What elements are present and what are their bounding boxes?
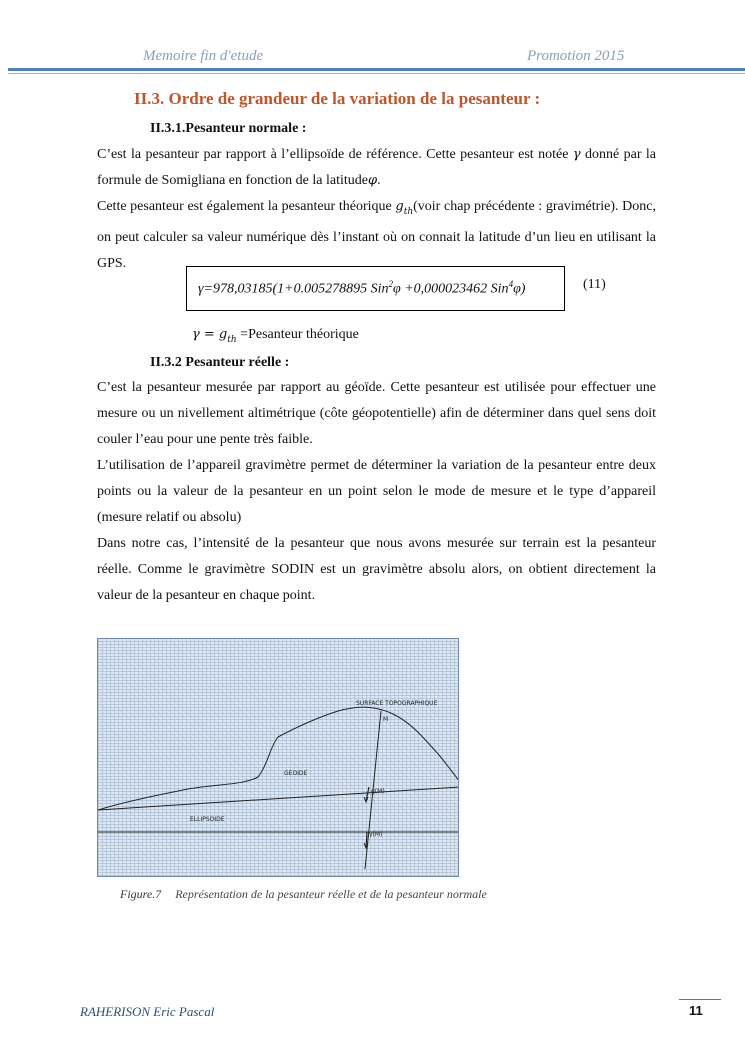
footer-author: RAHERISON Eric Pascal bbox=[80, 1004, 215, 1019]
figure-gravity-diagram bbox=[97, 638, 459, 877]
equation-number: (11) bbox=[583, 277, 606, 292]
g-real-label: g(M) bbox=[371, 788, 385, 795]
paragraph-reelle-1: C’est la pesanteur mesurée par rapport au géoïde. Cette pesanteur est utilisée pour effectuer une mesure ou un nivellement altimétrique (côte géopotentielle) afin de déterminer dans quel sens doit couler l’eau pour une pente très faible. bbox=[97, 380, 656, 447]
figure-caption bbox=[120, 887, 487, 902]
formula-part: φ) bbox=[513, 281, 526, 297]
topographic-surface-curve bbox=[98, 707, 459, 810]
caption-number: Figure.7 bbox=[120, 887, 162, 901]
text-segment: . bbox=[377, 173, 381, 188]
section-title: II.3. Ordre de grandeur de la variation de la pesanteur : bbox=[134, 89, 541, 108]
phi-symbol: φ bbox=[367, 173, 378, 188]
caption-text: Représentation de la pesanteur réelle et de la pesanteur normale bbox=[175, 887, 487, 901]
formula-exponent: 4 bbox=[508, 279, 514, 289]
geoid-label: GEOIDE bbox=[284, 770, 308, 777]
paragraph-reelle-3: Dans notre cas, l’intensité de la pesanteur que nous avons mesurée sur terrain est la pesanteur réelle. Comme le gravimètre SODIN est un gravimètre absolu alors, on obtient directement la valeur de la pesanteur en chaque point. bbox=[97, 536, 656, 603]
text-segment: C’est la pesanteur par rapport à l’ellipsoïde de référence. Cette pesanteur est notée bbox=[97, 147, 573, 162]
page-number: 11 bbox=[689, 1003, 703, 1018]
legend-lhs: γ = g bbox=[192, 327, 228, 342]
header-title-right: Promotion 2015 bbox=[527, 48, 625, 64]
formula-box bbox=[186, 266, 565, 311]
g-symbol: g bbox=[395, 199, 404, 214]
point-label: M bbox=[383, 716, 389, 723]
g-subscript: th bbox=[403, 206, 414, 217]
formula-exponent: 2 bbox=[388, 279, 393, 289]
surface-label: SURFACE TOPOGRAPHIQUE bbox=[356, 700, 438, 707]
text-segment: donné par la formule de Somigliana en fonction de la latitude bbox=[97, 147, 656, 188]
subsection-title-reelle: II.3.2 Pesanteur réelle : bbox=[150, 355, 290, 370]
ellipsoid-label: ELLIPSOIDE bbox=[190, 816, 225, 823]
geoid-line bbox=[98, 787, 459, 810]
subsection-title-normale: II.3.1.Pesanteur normale : bbox=[150, 121, 307, 136]
header-rule-thin bbox=[8, 73, 745, 74]
formula-part: γ=978,03185(1+0.005278895 Sin bbox=[198, 281, 389, 297]
header-rule bbox=[8, 68, 745, 71]
somigliana-formula bbox=[198, 279, 525, 298]
text-segment: (voir chap précédente : gravimétrie). Donc, on peut calculer sa valeur numérique dès l’instant où on connait la latitude d’un lieu en utilisant la GPS. bbox=[97, 199, 656, 271]
header-title-left: Memoire fin d'etude bbox=[143, 48, 264, 64]
paragraph-normale-1 bbox=[97, 142, 656, 194]
paragraph-normale-2 bbox=[97, 194, 656, 277]
gamma-definition bbox=[192, 327, 359, 345]
page-number-rule bbox=[679, 999, 721, 1000]
gravity-diagram bbox=[98, 639, 459, 877]
paragraph-reelle-2: L’utilisation de l’appareil gravimètre permet de déterminer la variation de la pesanteur entre deux points ou la valeur de la pesanteur en un point selon le mode de mesure et le type d’appareil (mesure relatif ou absolu) bbox=[97, 458, 656, 525]
gamma-symbol: γ bbox=[572, 147, 581, 162]
formula-part: φ +0,000023462 Sin bbox=[392, 281, 509, 297]
text-segment: Cette pesanteur est également la pesanteur théorique bbox=[97, 199, 396, 214]
legend-subscript: th bbox=[227, 334, 237, 345]
legend-rhs: =Pesanteur théorique bbox=[236, 327, 359, 342]
g-normal-label: γ(M) bbox=[369, 831, 383, 838]
